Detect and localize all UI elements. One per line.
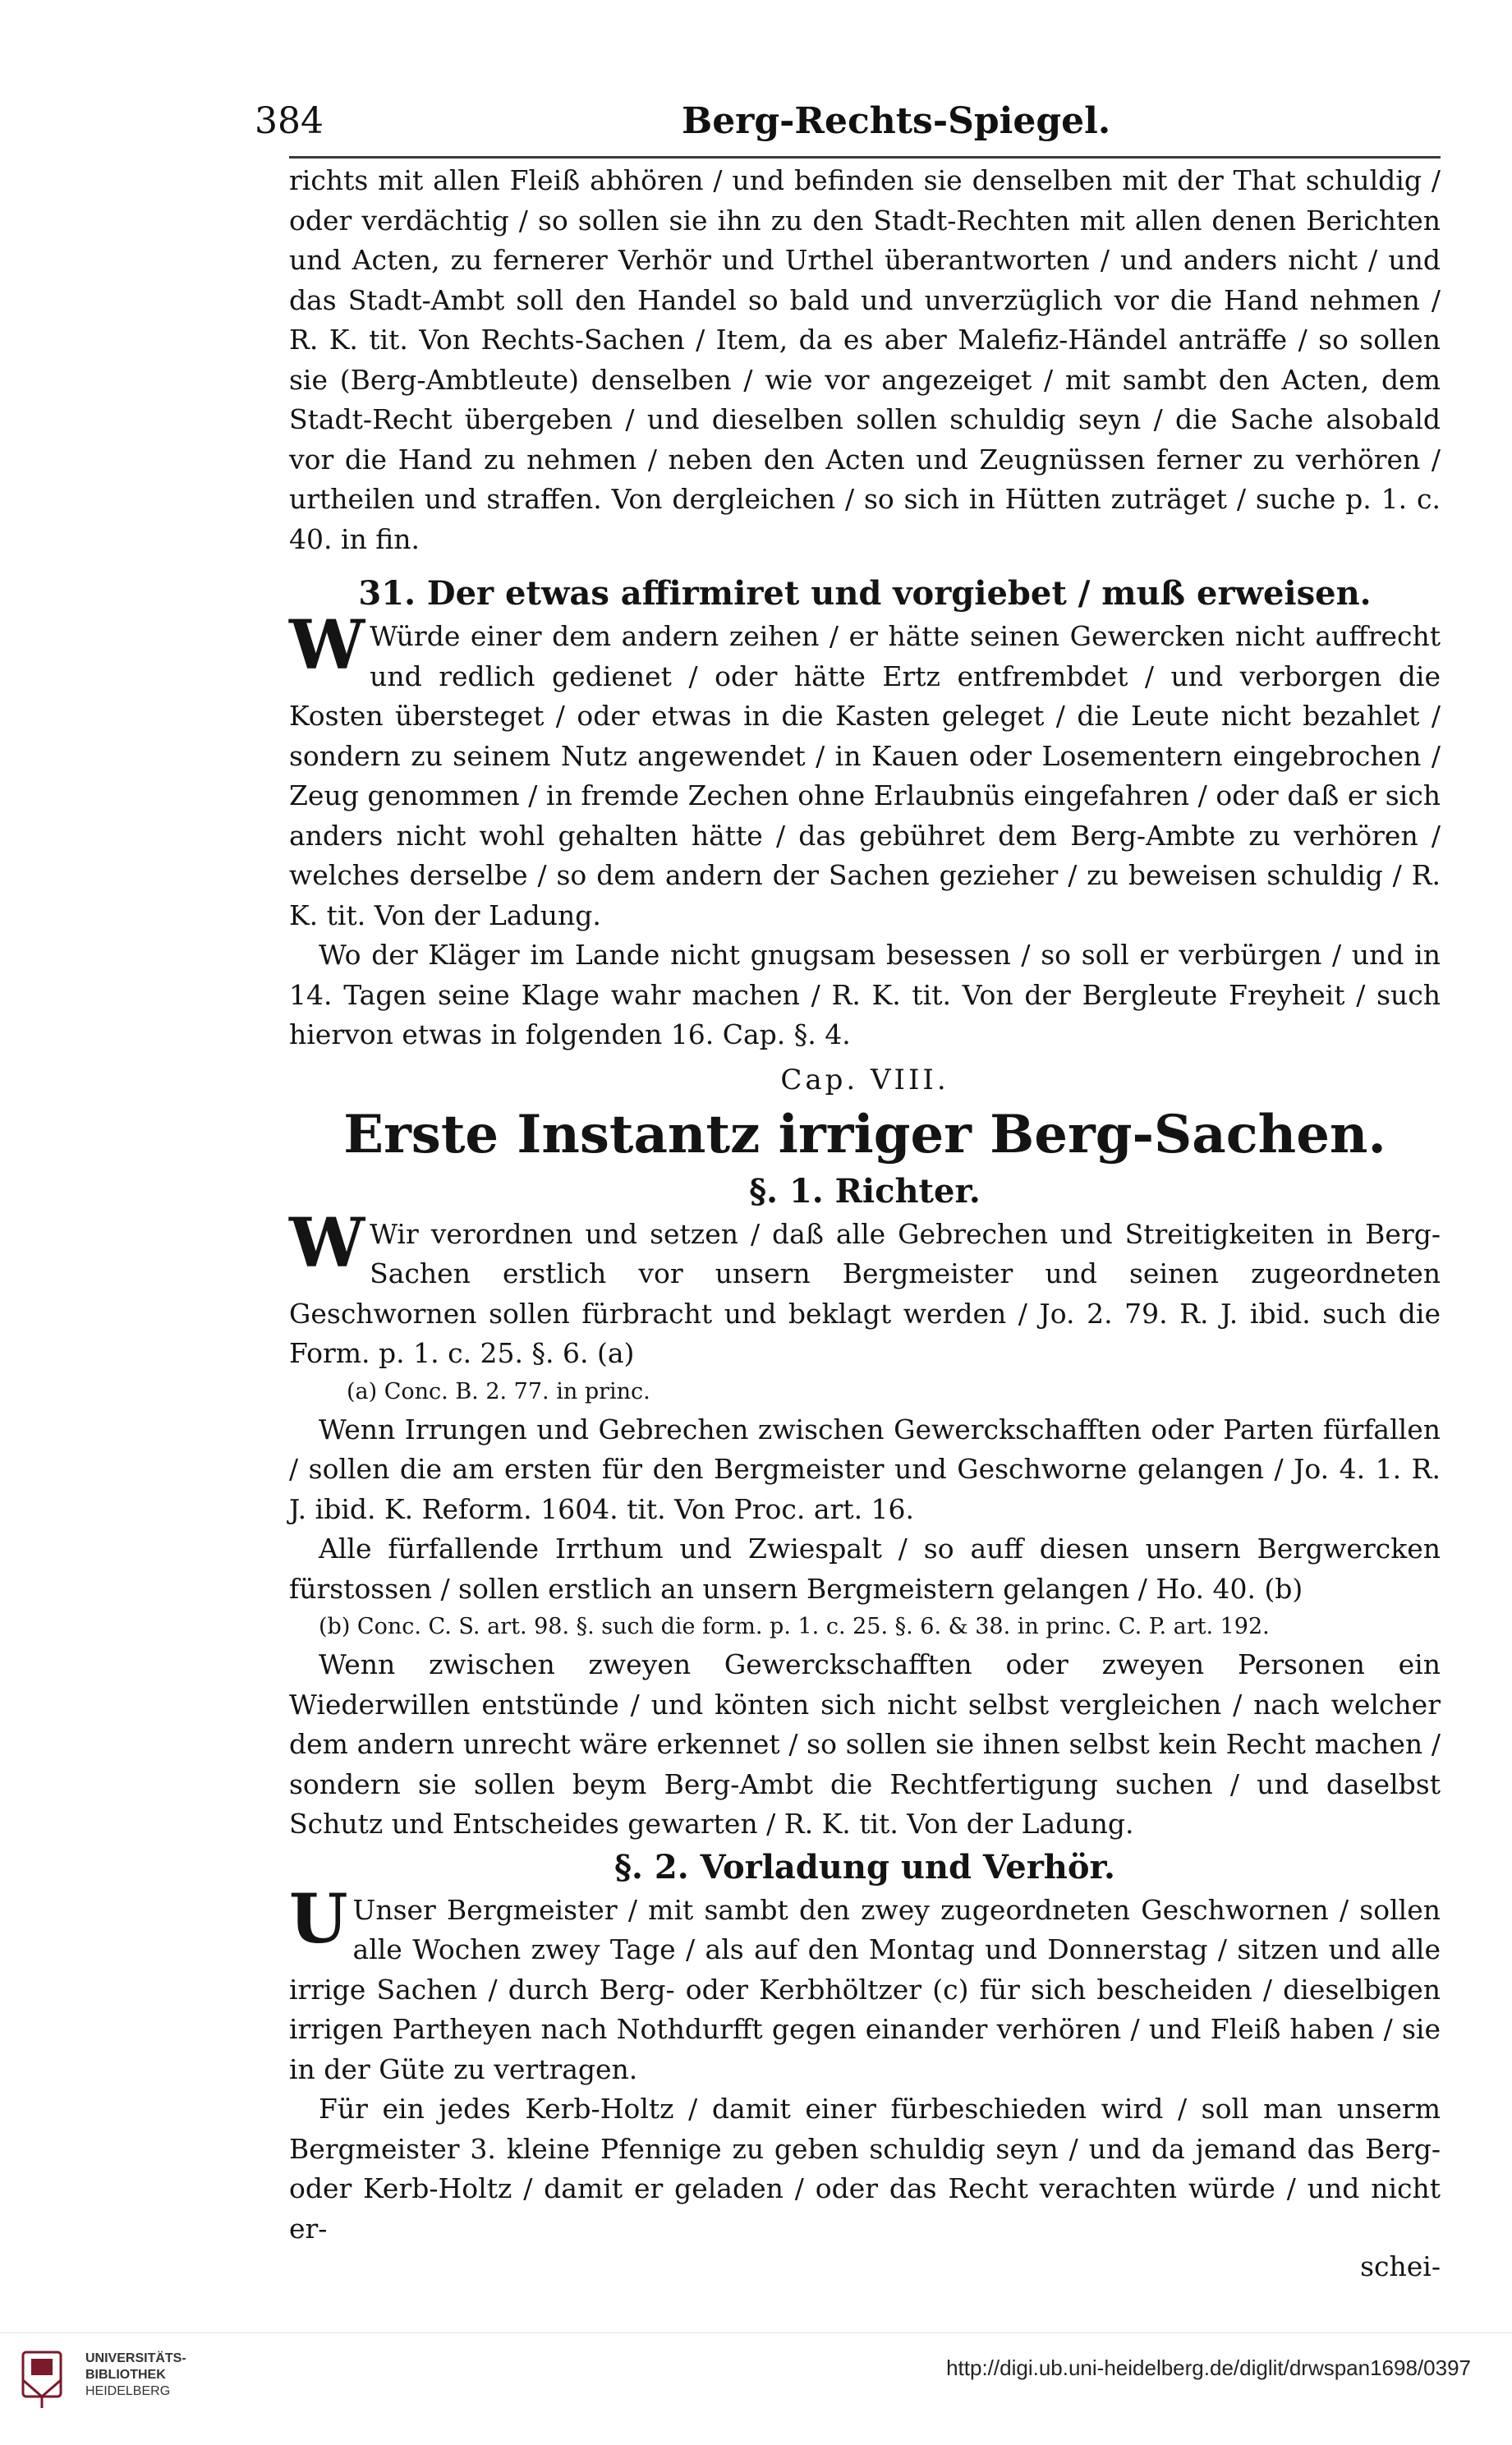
paragraph [289,1879,1441,2090]
page-header [255,100,1437,149]
drop-cap: W [289,606,365,685]
footnote-a: (a) Conc. B. 2. 77. in princ. [347,1378,650,1404]
catchword: schei- [1360,2250,1441,2282]
footnote-b: (b) Conc. C. S. art. 98. §. such die form. p. 1. c. 25. §. 6. & 38. in princ. C. P. art. 192. [319,1614,1270,1639]
paragraph-text: Würde einer dem andern zeihen / er hätte seinen Gewercken nicht auffrecht und redlich gedienet / oder hätte Ertz entfrembdet / und verborgen die Kosten übersteget / oder etwas in die Kasten geleget / die Leute nicht bezahlet / sondern zu seinem Nutz angewendet / in Kauen oder Losementern eingebrochen / Zeug genommen / in fremde Zechen ohne Erlaubnüs eingefahren / oder daß er sich anders nicht wohl gehalten hätte / das gebühret dem Berg-Ambte zu verhören / welches derselbe / so dem andern der Sachen gezieher / zu beweisen schuldig / R. K. tit. Von der Ladung. [289,620,1441,931]
institution-name [85,2351,186,2400]
paragraph [289,606,1441,935]
body-text [289,161,1441,2285]
institution-line: UNIVERSITÄTS- [85,2351,186,2365]
page-number: 384 [255,100,324,142]
paragraph: Wenn Irrungen und Gebrechen zwischen Gewerckschafften oder Parten fürfallen / sollen die am ersten für den Bergmeister und Geschworne gelangen / Jo. 4. 1. R. J. ibid. K. Reform. 1604. tit. Von Proc. art. 16. [289,1413,1441,1525]
paragraph-text: Unser Bergmeister / mit sambt den zwey zugeordneten Geschwornen / sollen alle Wochen zwey Tage / als auf den Montag und Donnerstag / sitzen und alle irrige Sachen / durch Berg- oder Kerbhöltzer (c) für sich bescheiden / dieselbigen irrigen Partheyen nach Nothdurfft gegen einander verhören / und Fleiß haben / sie in der Güte zu vertragen. [289,1893,1441,2085]
drop-cap: U [289,1879,348,1959]
drop-cap: W [289,1203,365,1283]
university-seal-icon [18,2347,66,2411]
paragraph: Für ein jedes Kerb-Holtz / damit einer fürbeschieden wird / soll man unserm Bergmeister 3. kleine Pfennige zu geben schuldig seyn / und da jemand das Berg- oder Kerb-Holtz / damit er geladen / oder das Recht verachten würde / und nicht er- [289,2093,1441,2245]
section-heading-31: 31. Der etwas affirmiret und vorgiebet / muß erweisen. [358,574,1372,613]
institution-line: HEIDELBERG [85,2384,171,2398]
chapter-title: Erste Instantz irriger Berg-Sachen. [343,1103,1386,1165]
section-heading-1: §. 1. Richter. [749,1171,981,1211]
permalink-url[interactable]: http://digi.ub.uni-heidelberg.de/diglit/drwspan1698/0397 [946,2355,1471,2380]
viewer-footer [0,2332,1512,2445]
header-rule [289,156,1441,159]
paragraph-text: Wir verordnen und setzen / daß alle Gebrechen und Streitigkeiten in Berg-Sachen erstlich vor unsern Bergmeister und seinen zugeordneten Geschwornen sollen fürbracht und beklagt werden / Jo. 2. 79. R. J. ibid. such die Form. p. 1. c. 25. §. 6. (a) [289,1217,1441,1369]
running-title: Berg-Rechts-Spiegel. [682,100,1111,142]
paragraph: Wenn zwischen zweyen Gewerckschafften oder zweyen Personen ein Wiederwillen entstünde / und könten sich nicht selbst vergleichen / nach welcher dem andern unrecht wäre erkennet / so sollen sie ihnen selbst kein Recht machen / sondern sie sollen beym Berg-Ambt die Rechtfertigung suchen / und daselbst Schutz und Entscheides gewarten / R. K. tit. Von der Ladung. [289,1648,1441,1840]
paragraph [289,1203,1441,1374]
section-heading-2: §. 2. Vorladung und Verhör. [614,1847,1115,1887]
chapter-number: Cap. VIII. [780,1063,949,1096]
paragraph: Wo der Kläger im Lande nicht gnugsam besessen / so soll er verbürgen / und in 14. Tagen seine Klage wahr machen / R. K. tit. Von der Bergleute Freyheit / such hiervon etwas in folgenden 16. Cap. §. 4. [289,939,1441,1050]
institution-line: BIBLIOTHEK [85,2368,166,2382]
paragraph: Alle fürfallende Irrthum und Zwiespalt / so auff diesen unsern Bergwercken fürstossen / sollen erstlich an unsern Bergmeistern gelangen / Ho. 40. (b) [289,1533,1441,1605]
paragraph: richts mit allen Fleiß abhören / und befinden sie denselben mit der That schuldig / oder verdächtig / so sollen sie ihn zu den Stadt-Rechten mit allen denen Berichten und Acten, zu fernerer Verhör und Urthel überantworten / und anders nicht / und das Stadt-Ambt soll den Handel so bald und unverzüglich vor die Hand nehmen / R. K. tit. Von Rechts-Sachen / Item, da es aber Malefiz-Händel anträffe / so sollen sie (Berg-Ambtleute) denselben / wie vor angezeiget / mit sambt den Acten, dem Stadt-Recht übergeben / und dieselben sollen schuldig seyn / die Sache alsobald vor die Hand zu nehmen / neben den Acten und Zeugnüssen ferner zu verhören / urtheilen und straffen. Von dergleichen / so sich in Hütten zuträget / suche p. 1. c. 40. in fin. [289,164,1441,555]
